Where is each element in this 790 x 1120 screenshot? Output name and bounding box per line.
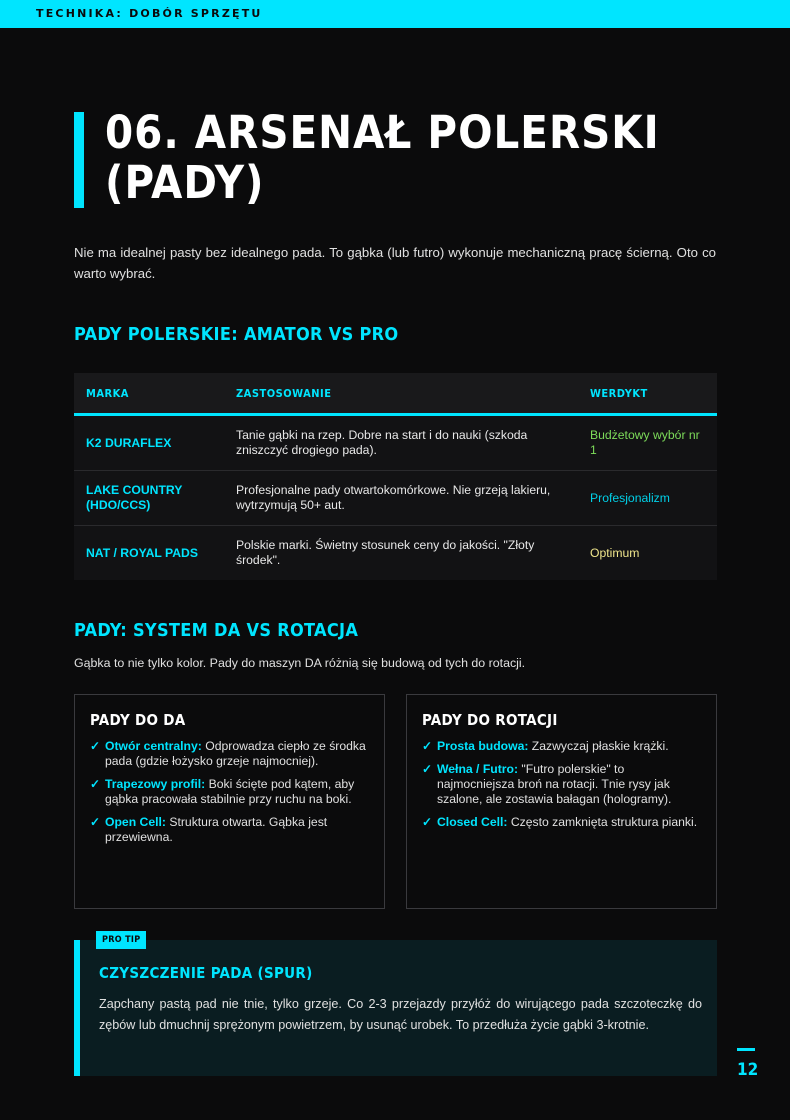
section-heading-comparison: PADY POLERSKIE: AMATOR VS PRO [74, 324, 399, 345]
top-banner [0, 0, 790, 28]
page-number: 12 [737, 1060, 759, 1080]
item-text: Odprowadza ciepło ze środka pada (gdzie łożysko grzeje najmocniej). [105, 739, 366, 768]
pro-tip-badge: PRO TIP [96, 931, 146, 949]
pro-tip-box [74, 935, 717, 1076]
item-key: Open Cell: [105, 815, 166, 829]
brand-cell: K2 DURAFLEX [74, 415, 224, 471]
table-row [74, 415, 717, 471]
section-heading-systems: PADY: SYSTEM DA VS ROTACJA [74, 620, 359, 641]
check-icon: ✓ [90, 815, 101, 829]
item-text: Zazwyczaj płaskie krążki. [528, 739, 669, 753]
feature-list [422, 739, 700, 830]
column-header-verdict: WERDYKT [578, 373, 717, 415]
verdict-cell: Budżetowy wybór nr 1 [578, 415, 717, 471]
use-cell: Polskie marki. Świetny stosunek ceny do jakości. "Złoty środek". [224, 526, 578, 581]
verdict-cell: Optimum [578, 526, 717, 581]
list-item [90, 815, 368, 845]
verdict-cell: Profesjonalizm [578, 471, 717, 526]
brand-cell: LAKE COUNTRY (HDO/CCS) [74, 471, 224, 526]
page-title: 06. ARSENAŁ POLERSKI (PADY) [105, 106, 660, 209]
column-header-brand: MARKA [74, 373, 224, 415]
list-item [422, 762, 700, 807]
list-item [422, 815, 700, 830]
item-key: Wełna / Futro: [437, 762, 519, 776]
brand-cell: NAT / ROYAL PADS [74, 526, 224, 581]
page-number-accent [737, 1048, 755, 1051]
pads-comparison-table [74, 373, 717, 580]
card-title: PADY DO ROTACJI [422, 711, 558, 729]
check-icon: ✓ [90, 739, 101, 753]
item-key: Trapezowy profil: [105, 777, 206, 791]
card-title: PADY DO DA [90, 711, 186, 729]
item-text: Często zamknięta struktura pianki. [507, 815, 698, 829]
list-item [422, 739, 700, 754]
table-header-row [74, 373, 717, 415]
feature-list [90, 739, 368, 845]
tip-text: Zapchany pastą pad nie tnie, tylko grzeje. Co 2-3 przejazdy przyłóż do wirującego pada szczoteczkę do zębów lub dmuchnij sprężonym powietrzem, by usunąć urobek. To przedłuża życie gąbki 3-krotnie. [99, 997, 702, 1032]
list-item [90, 777, 368, 807]
item-key: Prosta budowa: [437, 739, 529, 753]
item-key: Otwór centralny: [105, 739, 202, 753]
item-text: "Futro polerskie" to najmocniejsza broń na rotacji. Tnie rysy jak szalone, ale zostawia bałagan (hologramy). [437, 762, 672, 806]
table-row [74, 471, 717, 526]
use-cell: Tanie gąbki na rzep. Dobre na start i do nauki (szkoda zniszczyć drogiego pada). [224, 415, 578, 471]
item-text: Boki ścięte pod kątem, aby gąbka pracowała stabilnie przy ruchu na boki. [105, 777, 355, 806]
item-key: Closed Cell: [437, 815, 508, 829]
check-icon: ✓ [422, 739, 433, 753]
intro-paragraph: Nie ma idealnej pasty bez idealnego pada. To gąbka (lub futro) wykonuje mechaniczną pracę ścierną. Oto co warto wybrać. [74, 245, 716, 281]
section-subtitle: Gąbka to nie tylko kolor. Pady do maszyn DA różnią się budową od tych do rotacji. [74, 656, 526, 670]
column-header-use: ZASTOSOWANIE [224, 373, 578, 415]
title-accent-bar [74, 112, 84, 208]
use-cell: Profesjonalne pady otwartokomórkowe. Nie grzeją lakieru, wytrzymują 50+ aut. [224, 471, 578, 526]
section-label: TECHNIKA: DOBÓR SPRZĘTU [36, 7, 263, 20]
list-item [90, 739, 368, 769]
item-text: Struktura otwarta. Gąbka jest przewiewna. [105, 815, 328, 844]
check-icon: ✓ [90, 777, 101, 791]
check-icon: ✓ [422, 815, 433, 829]
tip-title: CZYSZCZENIE PADA (SPUR) [99, 964, 313, 982]
check-icon: ✓ [422, 762, 433, 776]
card-da-pads [74, 694, 385, 909]
card-rotary-pads [406, 694, 717, 909]
table-row [74, 526, 717, 581]
